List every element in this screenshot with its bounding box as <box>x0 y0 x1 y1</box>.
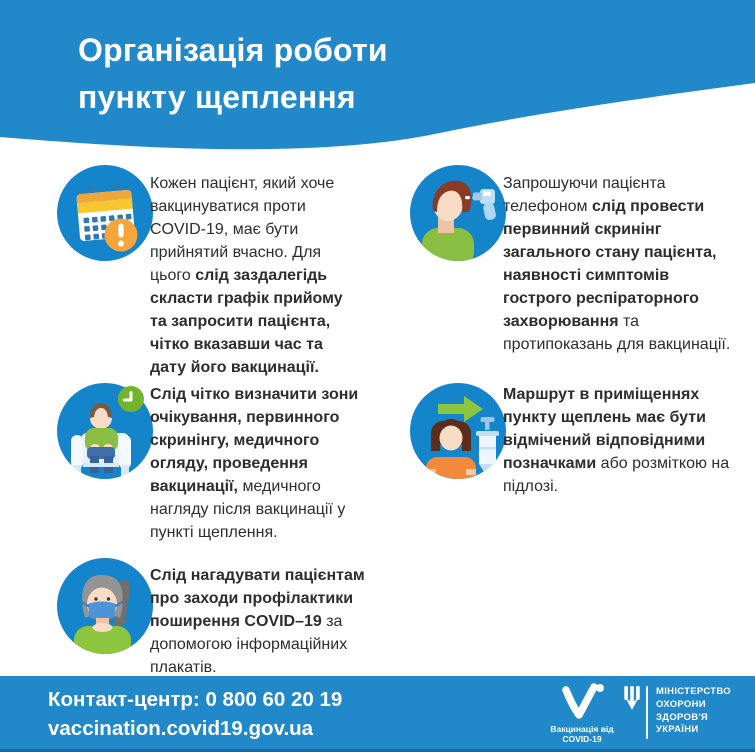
item-text-scheduling <box>150 172 358 379</box>
temperature-screening-icon <box>410 165 506 261</box>
page-title-line2: пункту щеплення <box>78 79 356 115</box>
vaccination-campaign-logo <box>549 683 615 744</box>
v-checkmark-icon <box>560 683 604 719</box>
text-segment: Запрошуючи пацієнта телефоном <box>503 175 666 215</box>
contact-info <box>48 685 342 743</box>
text-segment: або розміткою на підлозі. <box>503 455 730 495</box>
trident-icon <box>622 685 642 711</box>
ministry-of-health-logo-text: МІНІСТЕРСТВО ОХОРОНИ ЗДОРОВ'Я УКРАЇНИ <box>656 686 731 736</box>
item-text-posters <box>150 564 374 679</box>
text-segment-bold: Маршрут в приміщеннях пункту щеплень має бути відмічений відповідними позначками <box>503 386 706 472</box>
text-segment: та протипоказань для вакцинації. <box>503 313 731 353</box>
text-segment-bold: слід провести первинний скринінг загального стану пацієнта, наявності симптомів гострого респіраторного захворювання <box>503 198 717 330</box>
page-title <box>78 27 388 121</box>
contact-phone: Контакт-центр: 0 800 60 20 19 <box>48 688 343 711</box>
item-text-phone-screening <box>503 172 735 356</box>
waiting-zone-icon <box>57 383 153 479</box>
route-marking-icon <box>410 383 506 479</box>
mask-reminder-icon <box>57 558 153 654</box>
text-segment: медичного нагляду після вакцинації у пункті щеплення. <box>150 478 346 541</box>
text-segment: Кожен пацієнт, який хоче вакцинуватися проти COVID-19, має бути прийнятий вчасно. Для цього <box>150 175 335 284</box>
text-segment-bold: слід заздалегідь скласти графік прийому та запросити пацієнта, чітко вказавши час та дату його вакцинації. <box>150 267 343 376</box>
text-segment-bold: Слід нагадувати пацієнтам про заходи профілактики поширення COVID–19 <box>150 567 365 630</box>
item-text-zones <box>150 383 374 544</box>
text-segment-bold: Слід чітко визначити зони очікування, первинного скринінгу, медичного огляду, проведення вакцинації, <box>150 386 359 495</box>
calendar-alert-icon <box>57 165 153 261</box>
text-segment: за допомогою інформаційних плакатів. <box>150 613 348 676</box>
item-text-route <box>503 383 731 498</box>
vaccination-logo-caption: Вакцинація від COVID-19 <box>550 724 614 744</box>
footer <box>0 676 755 752</box>
contact-website-url: vaccination.covid19.gov.ua <box>48 717 314 740</box>
footer-logo-divider <box>646 686 648 739</box>
page-title-line1: Організація роботи <box>78 32 388 68</box>
